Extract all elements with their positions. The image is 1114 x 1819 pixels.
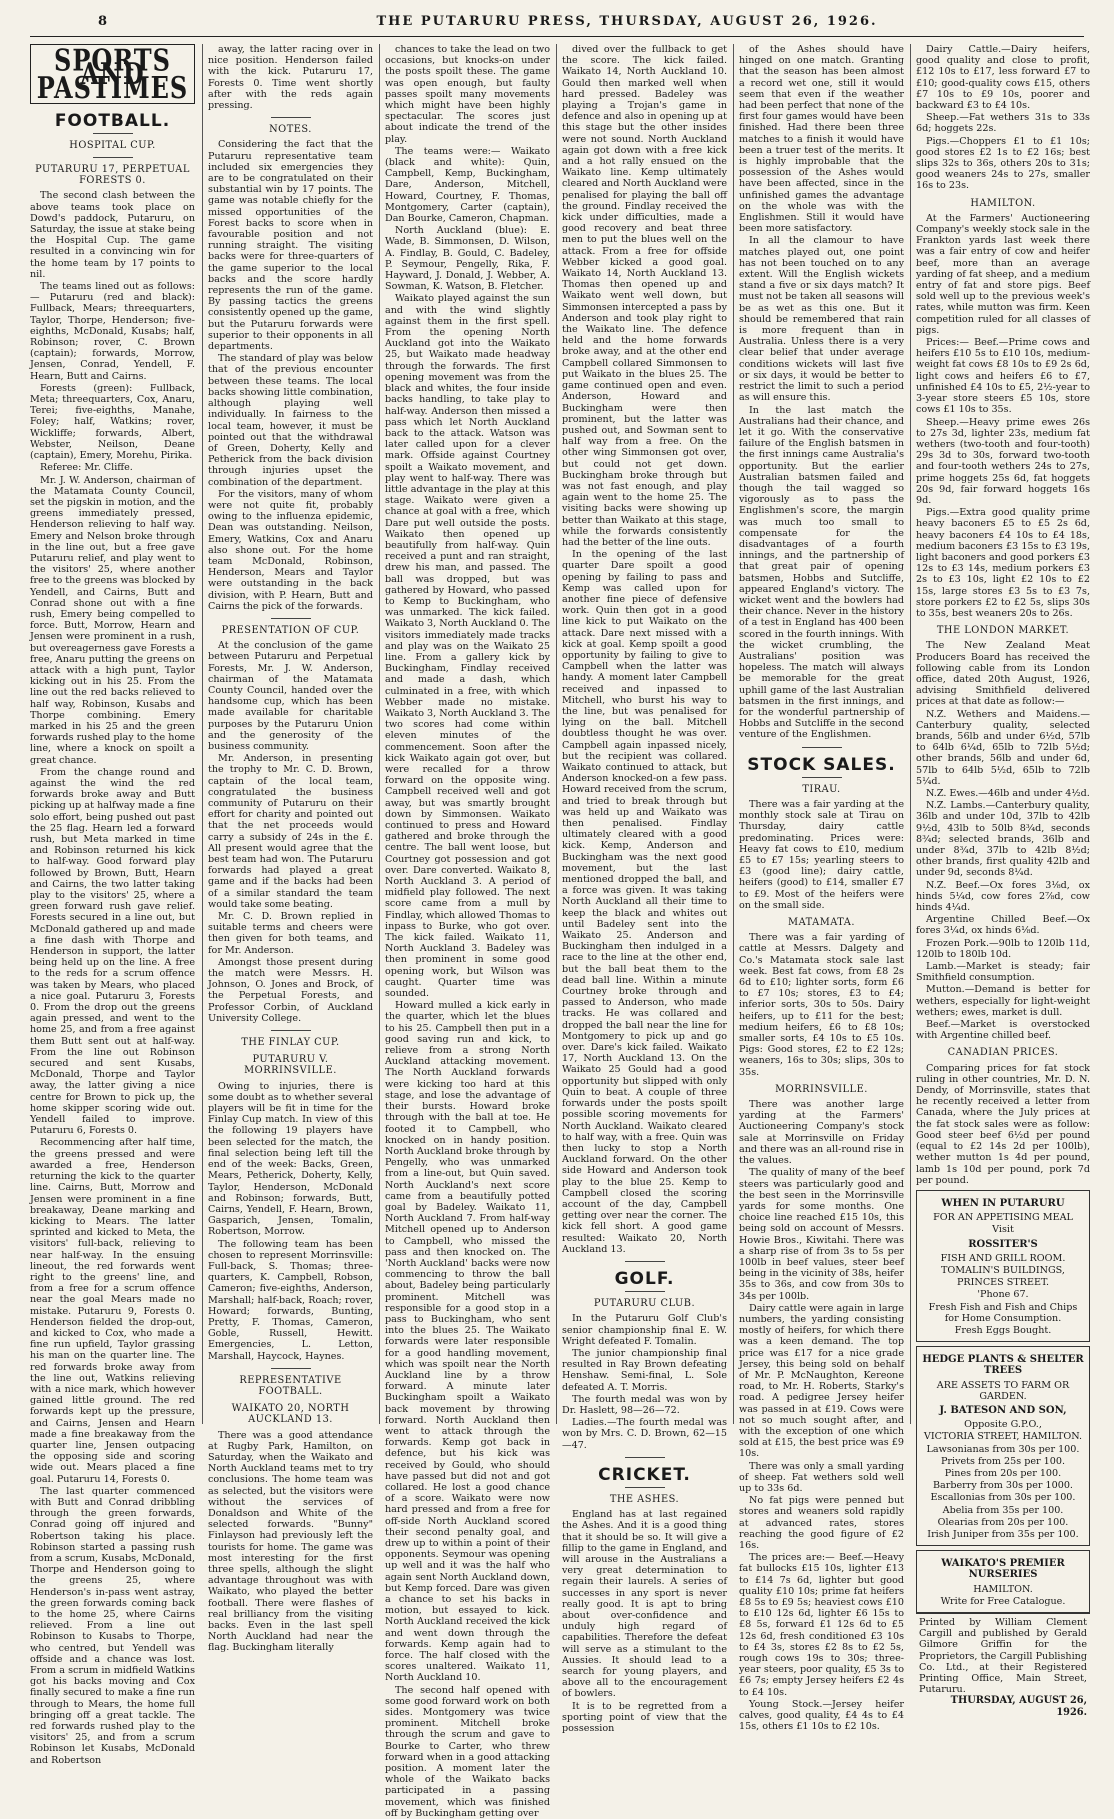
ad-line: Fresh Eggs Bought. bbox=[954, 1324, 1052, 1336]
morrinsville-heading: MORRINSVILLE. bbox=[775, 1083, 868, 1095]
article-paragraph: The following team has been chosen to represent Morrinsville: Full-back, S. Thomas; three-quarters, K. Campbell, Robson, Cameron; five-eighths, Anderson, Marshall; half-back, Roach; rover, Howard; forwards, Bunting, Pretty, F. Thomas, Cameron, Goble, Russell, Hewitt. Emergencies, L. Letton, Marshall, Haycock, Haynes. bbox=[208, 1238, 373, 1362]
article-paragraph: There was a good attendance at Rugby Park, Hamilton, on Saturday, when the Waikato and North Auckland teams met to try conclusions. The home team was as selected, but the visitors were without the services of Donaldson and White of the selected forwards. "Bunny" Finlayson had previously left the tourists for home. The game was most interesting for the first three spells, although the slight advantage throughout was with Waikato, who played the better football. There were flashes of real brilliancy from the visiting backs. Even in the last spell North Auckland had near the flag. Buckingham literally bbox=[208, 1429, 373, 1654]
article-paragraph: For the visitors, many of whom were not quite fit, probably owing to the influenza epidemic, Dean was outstanding. Neilson, Emery, Watkins, Cox and Anaru also shone out. For the home team McDonald, Robinson, Henderson, Mears and Taylor were outstanding in the back division, with P. Hearn, Butt and Cairns the pick of the forwards. bbox=[208, 488, 373, 612]
article-paragraph: The standard of play was below that of the previous encounter between these teams. The local backs showing little combination, although playing well individually. In fairness to the local team, however, it must be pointed out that the withdrawal of Green, Doherty, Kelly and Petherick from the back division through injuries upset the combination of the department. bbox=[208, 353, 373, 488]
divider bbox=[271, 618, 311, 619]
ad-line: Write for Free Catalogue. bbox=[940, 1595, 1066, 1607]
article-paragraph: The second half opened with some good forward work on both sides. Montgomery was twice prominent. Mitchell broke through the scrum and gave to Bourke to Carter, who threw forward when in a good attacking position. A moment later the whole of the Waikato backs participated in a passing movement, which was finished off by Buckingham getting over bbox=[385, 1684, 550, 1819]
section-title-box bbox=[30, 41, 195, 106]
ad-line: ARE ASSETS TO FARM OR GARDEN. bbox=[936, 1379, 1070, 1402]
rep-football-heading: REPRESENTATIVE FOOTBALL. bbox=[239, 1374, 342, 1397]
article-paragraph: The last quarter commenced with Butt and Conrad dribbling through the green forwards, Conrad going off injured and Robertson taking his place. Robinson started a passing rush from a scrum, Kusabs, McDonald, Thorpe and Henderson going to the greens 25, where Henderson's in-pass went astray, the green forwards coming back to the home 25, where Cairns relieved. From a line out Robinson to Kusabs to Thorpe, who centred, but Yendell was offside and a chance was lost. From a scrum in midfield Watkins got his backs moving and Cox finally secured to make a fine run through to Mears, the home full bringing off a great tackle. The red forwards rushed play to the visitors' 25, and from a scrum Robinson let Kusabs, McDonald and Robertson bbox=[30, 1485, 195, 1766]
article-paragraph: Frozen Pork.—90lb to 120lb 11d, 120lb to 180lb 10d. bbox=[916, 937, 1090, 960]
article-paragraph: dived over the fullback to get the score. The kick failed. Waikato 14, North Auckland 10. Gould then marked well when hard pressed. Badeley was playing a Trojan's game in defence and also in opening up at this stage but the other insides were not sound. North Auckland again got down with a free kick and a hot rally ensued on the Waikato line. Kemp ultimately cleared and North Auckland were penalised for playing the ball off the ground. Findlay received the kick under difficulties, made a good recovery and beat three men to put the blues well on the attack. From a free for offside Webber kicked a good goal. Waikato 14, North Auckland 13. Thomas then opened up and Waikato went well down, but Simmonsen intercepted a pass by Anderson and took play right to the Waikato line. The defence held and the home forwards broke away, and at the other end Campbell collared Simmonsen to put Waikato in the blues 25. The game continued open and even. Anderson, Howard and Buckingham were then prominent, but the latter was pushed out, and Sowman sent to half way from a free. On the other wing Simmonsen got over, but could not get down. Buckingham broke through but was not fast enough, and play again went to the home 25. The visiting backs were showing up better than Waikato at this stage, while the forwards consistently had the better of the line outs. bbox=[562, 44, 727, 548]
article-paragraph: N.Z. Beef.—Ox fores 3⅛d, ox hinds 5¼d, cow fores 2⅞d, cow hinds 4¼d. bbox=[916, 879, 1090, 914]
ad-line: Opposite G.P.O., bbox=[964, 1419, 1042, 1431]
article-paragraph: At the conclusion of the game between Putaruru and Perpetual Forests, Mr. J. W. Anderson, chairman of the Matamata County Council, handed over the handsome cup, which has been made available for charitable purposes by the Putaruru Union and the generosity of the business community. bbox=[208, 640, 373, 752]
article-paragraph: In all the clamour to have matches played out, one point has not been touched on to any extent. Will the English wickets stand a five or six days match? It must not be taken all seasons will be as wet as this one. But it should be remembered that rain is more frequent than in Australia. Unless there is a very clear belief that under average conditions wickets will last five or six days, it would be better to restrict the limit to such a period as will ensure this. bbox=[739, 235, 904, 404]
divider bbox=[625, 1487, 665, 1488]
cricket-heading: CRICKET. bbox=[598, 1464, 691, 1485]
article-paragraph: There was a fair yarding at the monthly stock sale at Tirau on Thursday, dairy cattle predominating. Prices were: Heavy fat cows to £10, medium £5 to £7 15s; yearling steers to £3 (good line); dairy cattle, heifers (good) to £14, smaller £7 to £9. Most of the heifers were on the small side. bbox=[739, 799, 904, 911]
article-paragraph: In the Putaruru Golf Club's senior championship final E. W. Wright defeated F. Tomalin. bbox=[562, 1313, 727, 1347]
article-paragraph: Dairy Cattle.—Dairy heifers, good quality and close to profit, £12 10s to £17, less forward £7 to £10; good-quality cows £15, others £7 10s to £9 10s, poorer and backward £3 to £4 10s. bbox=[916, 44, 1090, 112]
advert-nurseries bbox=[916, 1550, 1090, 1613]
list-item: Escallonias from 30s per 100. bbox=[930, 1492, 1076, 1504]
list-item: Irish Juniper from 35s per 100. bbox=[927, 1528, 1079, 1540]
article-paragraph: Ladies.—The fourth medal was won by Mrs. C. D. Brown, 62—15—47. bbox=[562, 1417, 727, 1451]
article-paragraph: Mutton.—Demand is better for wethers, especially for light-weight wethers; ewes, market is dull. bbox=[916, 984, 1090, 1018]
article-paragraph: Sheep.—Fat wethers 31s to 33s 6d; hoggets 22s. bbox=[916, 112, 1090, 135]
article-paragraph: There was another large yarding at the Farmers' Auctioneering Company's stock sale at Morrinsville on Friday and there was an all-round rise in the values. bbox=[739, 1099, 904, 1167]
article-paragraph: N.Z. Ewes.—46lb and under 4½d. bbox=[926, 788, 1090, 799]
article-paragraph: The teams lined out as follows:— Putaruru (red and black): Fullback, Mears; threequarters, Taylor, Thorpe, Henderson; five-eighths, McDonald, Kusabs; half, Robinson; rover, C. Brown (captain); forwards, Morrow, Jensen, Conrad, Yendell, F. Hearn, Butt and Cairns. bbox=[30, 281, 195, 382]
football-heading: FOOTBALL. bbox=[54, 110, 171, 131]
column-1 bbox=[30, 41, 195, 1766]
divider bbox=[93, 157, 133, 158]
list-item: Pines from 20s per 100. bbox=[944, 1467, 1062, 1479]
columns bbox=[30, 41, 1090, 1819]
article-paragraph: N.Z. Lambs.—Canterbury quality, 36lb and under 10d, 37lb to 42lb 9½d, 43lb to 50lb 8¾d, seconds 8¾d; selected brands, 36lb and under 8¾d, 37lb to 42lb 8½d; other brands, first quality 42lb and under 9d, seconds 8¼d. bbox=[916, 800, 1090, 879]
divider bbox=[625, 1457, 665, 1458]
presentation-heading: PRESENTATION OF CUP. bbox=[221, 624, 360, 636]
divider bbox=[271, 1368, 311, 1369]
ad-line: ROSSITER'S bbox=[968, 1238, 1038, 1250]
hamilton-heading: HAMILTON. bbox=[970, 197, 1036, 209]
ad-line: FISH AND GRILL ROOM. bbox=[940, 1252, 1066, 1264]
article-paragraph: The New Zealand Meat Producers Board has received the following cable from its London office, dated 20th August, 1926, advising Smithfield delivered prices at that date as follow:— bbox=[916, 640, 1090, 708]
column-3 bbox=[385, 44, 550, 1819]
list-item: Olearias from 20s per 100. bbox=[937, 1516, 1069, 1528]
column-rule bbox=[910, 44, 911, 1424]
golf-heading: GOLF. bbox=[614, 1268, 675, 1289]
article-paragraph: Mr. Anderson, in presenting the trophy to Mr. C. D. Brown, captain of the local team, congratulated the business community of Putaruru on their effort for charity and pointed out that the net proceeds would carry a subsidy of 24s in the £. All present would agree that the best team had won. The Putaruru forwards had played a great game and if the backs had been of a similar standard the team would take some beating. bbox=[208, 753, 373, 910]
article-paragraph: Young Stock.—Jersey heifer calves, good quality, £4 4s to £4 15s, others £1 10s to £2 10s. bbox=[739, 1698, 904, 1733]
article-paragraph: There was a fair yarding of cattle at Messrs. Dalgety and Co.'s Matamata stock sale last week. Best fat cows, from £8 2s 6d to £10; lighter sorts, form £6 to £7 10s; stores, £3 to £4; inferior sorts, 30s to 50s. Dairy heifers, up to £11 for the best; medium heifers, £6 to £8 10s; smaller sorts, £4 10s to £5 10s. Pigs: Good stores, £2 to £2 12s; weaners, 16s to 30s; slips, 30s to 35s. bbox=[739, 932, 904, 1078]
article-paragraph: Forests (green): Fullback, Meta; threequarters, Cox, Anaru, Terei; five-eighths, Manahe, Foley; half, Watkins; rover, Wickliffe; forwards, Albert, Webster, Neilson, Deane (captain), Emery, Morehu, Pirika. bbox=[30, 382, 195, 462]
hospital-cup-heading: HOSPITAL CUP. bbox=[69, 139, 156, 151]
finlay-match: PUTARURU V. MORRINSVILLE. bbox=[244, 1054, 337, 1077]
article-paragraph: Sheep.—Heavy prime ewes 26s to 27s 3d, lighter 23s, medium fat wethers (two-tooth and four-tooth) 29s 3d to 30s, forward two-tooth and four-tooth wethers 24s to 27s, prime hoggets 25s 6d, fat hoggets 20s 9d, fair forward hoggets 16s 9d. bbox=[916, 416, 1090, 506]
column-5 bbox=[739, 44, 904, 1733]
divider bbox=[271, 1030, 311, 1031]
article-paragraph: Comparing prices for fat stock ruling in other countries, Mr. D. N. Dendy, of Morrinsville, states that he recently received a letter from Canada, where the July prices at the fat stock sales were as follow: Good steer beef 6½d per pound (equal to £2 14s 2d per 100lb), wether mutton 1s 4d per pound, lamb 1s 10d per pound, pork 7d per pound. bbox=[916, 1062, 1090, 1186]
article-paragraph: There was only a small yarding of sheep. Fat wethers sold well up to 33s 6d. bbox=[739, 1460, 904, 1494]
article-paragraph: The fourth medal was won by Dr. Haslett, 98—26—72. bbox=[562, 1393, 727, 1416]
divider bbox=[802, 747, 842, 748]
article-paragraph: Recommencing after half time, the greens pressed and were awarded a free, Henderson returning the kick to the quarter line. Cairns, Butt, Morrow and Jensen were prominent in a fine breakaway, Deane marking and kicking to Mears. The latter sprinted and kicked to Meta, the visitors' full-back, relieving to near half-way. In the ensuing lineout, the red forwards went right to the greens' line, and from a free for a scrum offence near the goal Mears made no mistake. Putaruru 9, Forests 0. Henderson fielded the drop-out, and kicked to Cox, who made a fine run upfield, Taylor grassing his man on the quarter line. The red forwards broke away from the line out, Watkins relieving with a nice mark, which however gained little ground. The red forwards kept up the pressure, and Cairns, Jensen and Hearn made a fine breakaway from the quarter line, Jensen outpacing the opposing side and scoring wide out. Mears placed a fine goal. Putaruru 14, Forests 0. bbox=[30, 1137, 195, 1485]
matamata-heading: MATAMATA. bbox=[788, 917, 855, 929]
article-paragraph: Pigs.—Choppers £1 to £1 10s; good stores £2 1s to £2 16s; best slips 32s to 36s, others 20s to 31s; good weaners 24s to 27s, smaller 16s to 23s. bbox=[916, 135, 1090, 192]
article-paragraph: England has at last regained the Ashes. And it is a good thing that it should be so. It will give a fillip to the game in England, and will arouse in the Australians a very great determination to regain their laurels. A series of successes in any sport is never really good. It is apt to bring about over-confidence and unduly high regard of capabilities. Therefore the defeat will serve as a stimulant to the Aussies. It should lead to a search for young players, and above all to the encouragement of bowlers. bbox=[562, 1509, 727, 1700]
article-paragraph: The teams were:— Waikato (black and white): Quin, Campbell, Kemp, Buckingham, Dare, Anderson, Mitchell, Howard, Courtney, F. Thomas, Montgomery, Carter (captain), Dan Bourke, Cameron, Chapman. bbox=[385, 145, 550, 225]
masthead-title: THE PUTARURU PRESS, THURSDAY, AUGUST 26, 1926. bbox=[376, 14, 878, 29]
ad-line: FOR AN APPETISING MEAL bbox=[933, 1212, 1073, 1224]
page-number: 8 bbox=[98, 14, 108, 29]
article-paragraph: Mr. J. W. Anderson, chairman of the Matamata County Council, set the pigskin in motion, and the greens immediately pressed, Henderson relieving to half way. Emery and Nelson broke through in the line out, but a free gave Putaruru relief, and play went to the visitors' 25, where another free to the greens was blocked by Yendell, and Cairns, Butt and Conrad shone out with a fine rush, Emery being compelled to force. Butt, Morrow, Hearn and Jensen were prominent in a rush, but overeagerness gave Forests a free, Anaru putting the greens on attack with a high punt, Taylor kicking out in his 25. From the line out the red backs relieved to half way, Robinson, Kusabs and Thorpe combining. Emery marked in his 25 and the green forwards rushed play to the home line, where a knock on spoilt a great chance. bbox=[30, 474, 195, 766]
ad-line: PRINCES STREET. bbox=[956, 1277, 1050, 1289]
printer-imprint bbox=[916, 1613, 1090, 1721]
advert-rossiters bbox=[916, 1190, 1090, 1342]
ad-line: WHEN IN PUTARURU bbox=[941, 1197, 1065, 1209]
section-title: SPORTS AND PASTIMES bbox=[36, 41, 189, 106]
waikato-heading: WAIKATO 20, NORTH AUCKLAND 13. bbox=[231, 1403, 350, 1426]
article-paragraph: Considering the fact that the Putaruru representative team included six emergencies they are to be congratulated on their substantial win by 17 points. The game was notable chiefly for the missed opportunities of the Forest backs to score when in favourable position and not running straight. The visiting backs were for three-quarters of the game superior to the local backs and the score hardly represents the run of the game. By passing tactics the greens consistently opened up the game, but the Putaruru forwards were superior to their opponents in all departments. bbox=[208, 139, 373, 353]
ad-line: 'Phone 67. bbox=[977, 1289, 1029, 1301]
advert-bateson bbox=[916, 1346, 1090, 1546]
divider bbox=[625, 1261, 665, 1262]
ad-line: HAMILTON. bbox=[973, 1583, 1033, 1595]
article-paragraph: Argentine Chilled Beef.—Ox fores 3¼d, ox hinds 6⅛d. bbox=[916, 914, 1090, 937]
list-item: Barberry from 30s per 1000. bbox=[933, 1480, 1073, 1492]
article-paragraph: The prices are:— Beef.—Heavy fat bullocks £15 10s, lighter £13 to £14 7s 6d, lighter but good quality £10 10s; prime fat heifers £8 5s to £9 5s; heaviest cows £10 to £10 12s 6d, lighter £6 15s to £8 5s, forward £1 12s 6d to £5 12s 6d, fresh conditioned £3 10s to £4 3s, stores £2 8s to £2 5s, rough cows 19s to 30s; three-year steers, poor quality, £5 3s to £6 7s; empty Jersey heifers £2 4s to £4 10s. bbox=[739, 1552, 904, 1698]
article-paragraph: of the Ashes should have hinged on one match. Granting that the season has been almost a record wet one, still it would seem that even if the weather had been perfect that none of the first four games would have been finished. Had there been three matches to a finish it would have been a truer test of the merits. It is highly improbable that the possession of the Ashes would have been affected, since in the unfinished games the advantage on the whole was with the Englishmen. Still it would have been more satisfactory. bbox=[739, 44, 904, 235]
article-paragraph: Owing to injuries, there is some doubt as to whether several players will be fit in time for the Finlay Cup match. In view of this the following 19 players have been selected for the match, the final selection being left till the end of the week: Backs, Green, Mears, Petherick, Doherty, Kelly, Taylor, Henderson, McDonald and Robinson; forwards, Butt, Cairns, Yendell, F. Hearn, Brown, Gasparich, Jensen, Tomalin, Robertson, Morrow. bbox=[208, 1080, 373, 1238]
imprint-date: THURSDAY, AUGUST 26, 1926. bbox=[950, 1695, 1087, 1718]
ad-line: HEDGE PLANTS & SHELTER TREES bbox=[922, 1354, 1084, 1377]
article-paragraph: From the change round and against the wind the red forwards broke away and Butt picking up at halfway made a fine solo effort, being pushed out past the 25 flag. Hearn led a forward rush, but Meta marked in time and Robinson returned his kick to half-way. Good forward play followed by Brown, Butt, Hearn and Cairns, the two latter taking play to the visitors' 25, where a green forward rush gave relief. Forests secured in a line out, but McDonald gathered up and made a fine dash with Thorpe and Henderson in support, the latter being held up on the line. A free to the reds for a scrum offence was taken by Mears, who placed a nice goal. Putaruru 3, Forests 0. From the drop out the greens again pressed, and went to the home 25, and from a free against them Butt sent out at half-way. From the line out Robinson secured and sent Kusabs, McDonald, Thorpe and Taylor away, the latter giving a nice centre for Brown to pick up, the home skipper scoring wide out. Yendell failed to improve. Putaruru 6, Forests 0. bbox=[30, 766, 195, 1137]
article-paragraph: The quality of many of the beef steers was particularly good and the best seen in the Morrinsville yards for some months. One choice line reached £15 10s, this being sold on account of Messrs. Howie Bros., Kiwitahi. There was a sharp rise of from 3s to 5s per 100lb in beef values, steer beef being in the vicinity of 38s, heifer 35s to 36s, and cow from 30s to 34s per 100lb. bbox=[739, 1167, 904, 1302]
canadian-prices-heading: CANADIAN PRICES. bbox=[947, 1047, 1059, 1059]
ad-line: Visit bbox=[992, 1224, 1014, 1236]
imprint-text: Printed by William Clement Cargill and published by Gerald Gilmore Griffin for the Proprietors, the Cargill Publishing Co. Ltd., at their Registered Printing Office, Main Street, Putaruru. bbox=[919, 1617, 1087, 1696]
column-rule bbox=[556, 44, 557, 1424]
article-paragraph: Referee: Mr. Cliffe. bbox=[40, 462, 133, 474]
article-paragraph: At the Farmers' Auctioneering Company's weekly stock sale in the Frankton yards last week there was a fair entry of cow and heifer beef, more than an average yarding of fat sheep, and a medium entry of fat and store pigs. Beef sold well up to the previous week's rates, while mutton was firm. Keen competition ruled for all classes of pigs. bbox=[916, 212, 1090, 336]
column-6 bbox=[916, 44, 1090, 1718]
article-paragraph: No fat pigs were penned but stores and weaners sold rapidly at advanced rates, stores reaching the good figure of £2 16s. bbox=[739, 1495, 904, 1551]
column-rule bbox=[733, 44, 734, 1424]
london-market-heading: THE LONDON MARKET. bbox=[936, 625, 1070, 637]
article-paragraph: Waikato played against the sun and with the wind slightly against them in the first spell. From the opening North Auckland got into the Waikato 25, but Waikato made headway through the forwards. The first opening movement was from the black and whites, the four inside backs handling, to take play to half-way. Anderson then missed a pass which let North Auckland back to the attack. Watson was later called upon for a clever mark. Offside against Courtney spoilt a Waikato movement, and play went to half-way. There was little advantage in the play at this stage. Waikato were given a chance at goal with a free, which Dare put well outside the posts. Waikato then opened up beautifully from half-way. Quin received a punt and ran straight, drew his man, and passed. The ball was dropped, but was gathered by Howard, who passed to Kemp to Buckingham, who was unmarked. The kick failed. Waikato 3, North Auckland 0. The visitors immediately made tracks and play was on the Waikato 25 line. From a gallery kick by Buckingham, Findlay received and made a dash, which culminated in a free, with which Webber made no mistake. Waikato 3, North Auckland 3. The two scores had come within eleven minutes of the commencement. Soon after the kick Waikato again got over, but were recalled for a throw forward on the opposite wing. Campbell received well and got away, but was smartly brought down by Simmonsen. Waikato continued to press and Howard gathered and broke through the centre. The ball went loose, but Courtney got possession and got over. Dare converted. Waikato 8, North Auckland 3. A period of midfield play followed. The next score came from a mull by Findlay, which allowed Thomas to inpass to Burke, who got over. The kick failed. Waikato 11, North Auckland 3. Badeley was then prominent in some good opening work, but Wilson was caught. Quarter time was sounded. bbox=[385, 293, 550, 1000]
divider bbox=[93, 133, 133, 134]
putaruru-club-heading: PUTARURU CLUB. bbox=[593, 1298, 696, 1310]
ad-line: WAIKATO'S PREMIER NURSERIES bbox=[941, 1558, 1065, 1581]
finlay-heading: THE FINLAY CUP. bbox=[241, 1037, 340, 1049]
article-paragraph: chances to take the lead on two occasions, but knocks-on under the posts spoilt these. The game was open enough, but faulty passes spoilt many movements which might have been highly spectacular. The scores just about indicate the trend of the play. bbox=[385, 44, 550, 145]
column-rule bbox=[202, 44, 203, 1424]
divider bbox=[271, 117, 311, 118]
article-paragraph: It is to be regretted from a sporting point of view that the possession bbox=[562, 1700, 727, 1735]
article-paragraph: In the last match the Australians had their chance, and let it go. With the conservative failure of the English batsmen in the first innings came Australia's opportunity. But the earlier Australian batsmen failed and though the tail wagged so vigorously as to pass the Englishmen's score, the margin was much too small to compensate for the disadvantages of a fourth innings, and the partnership of that great pair of opening batsmen, Hobbs and Sutcliffe, appeared England's victory. The wicket went and the bowlers had their chance. Never in the history of a test in England has 400 been scored in the fourth innings. With the wicket crumbling, the Australians' position was hopeless. The match will always be memorable for the great uphill game of the last Australian batsmen in the first innings, and for the wonderful partnership of Hobbs and Sutcliffe in the second venture of the Englishmen. bbox=[739, 404, 904, 741]
article-paragraph: Amongst those present during the match were Messrs. H. Johnson, O. Jones and Brock, of the Perpetual Forests, and Professor Corbin, of Auckland University College. bbox=[208, 956, 373, 1024]
article-paragraph: Pigs.—Extra good quality prime heavy baconers £5 to £5 2s 6d, heavy baconers £4 10s to £4 18s, medium baconers £3 15s to £3 19s, light baconers and good porkers £3 12s to £3 14s, medium porkers £3 2s to £3 10s, light £2 10s to £2 15s, large stores £3 5s to £3 7s, store porkers £2 to £2 5s, slips 30s to 35s, best weaners 20s to 26s. bbox=[916, 507, 1090, 619]
column-2 bbox=[208, 44, 373, 1654]
list-item: Privets from 25s per 100. bbox=[940, 1455, 1066, 1467]
ad-line: VICTORIA STREET, HAMILTON. bbox=[923, 1431, 1083, 1443]
article-paragraph: Prices:— Beef.—Prime cows and heifers £10 5s to £10 10s, medium-weight fat cows £8 10s to £9 2s 6d, light cows and heifers £6 to £7, unfinished £4 10s to £5, 2½-year to 3-year store steers £5 10s, store cows £1 10s to 35s. bbox=[916, 337, 1090, 416]
divider bbox=[802, 777, 842, 778]
article-paragraph: The junior championship final resulted in Ray Brown defeating Henshaw. Semi-final, L. Sole defeated A. T. Morris. bbox=[562, 1347, 727, 1393]
article-paragraph: Howard mulled a kick early in the quarter, which let the blues to his 25. Campbell then put in a good saving run and kick, to relieve from a strong North Auckland attacking movement. The North Auckland forwards were kicking too hard at this stage, and lose the advantage of their bursts. Howard broke through with the ball at toe. He footed it to Campbell, who knocked on in handy position. North Auckland broke through by Pengelly, who was unmarked from a line-out, but Quin saved. North Auckland's next score came from a beautifully potted goal by Badeley. Waikato 11, North Auckland 7. From half-way Mitchell opened up to Anderson to Campbell, who missed the pass and then knocked on. The 'North Auckland' backs were now commencing to throw the ball about, Badeley being particularly prominent. Mitchell was responsible for a good stop in a pass to Buckingham, who sent into the blues 25. The Waikato forwards were later responsible for a good handling movement, which was spoilt near the North Auckland line by a throw forward. A minute later Buckingham spoilt a Waikato back movement by throwing forward. North Auckland then went to attack through the forwards. Kemp got back in defence, but his kick was received by Gould, who should have passed but did not and got collared. He lost a good chance of a score. Waikato were now hard pressed and from a free for off-side North Auckland scored their second penalty goal, and drew up to within a point of their opponents. Seymour was opening up well and it was the half who again sent North Auckland down, but Kemp forced. Dare was given a chance to set his backs in motion, but essayed to kick. North Auckland received the kick and went down through the forwards. Kemp again had to force. The half closed with the scores unaltered. Waikato 11, North Auckland 10. bbox=[385, 1000, 550, 1684]
ad-line: TOMALIN'S BUILDINGS, bbox=[941, 1264, 1065, 1276]
notes-heading: NOTES. bbox=[269, 124, 312, 136]
list-item: Lawsonianas from 30s per 100. bbox=[926, 1443, 1080, 1455]
ashes-heading: THE ASHES. bbox=[609, 1493, 680, 1505]
list-item: Abelia from 35s per 100. bbox=[942, 1504, 1064, 1516]
tirau-heading: TIRAU. bbox=[802, 783, 841, 795]
article-paragraph: N.Z. Wethers and Maidens.—Canterbury quality, selected brands, 56lb and under 6½d, 57lb to 64lb 6¼d, 65lb to 72lb 5½d; other brands, 56lb and under 6d, 57lb to 64lb 5½d, 65lb to 72lb 5¼d. bbox=[916, 708, 1090, 787]
masthead-rule bbox=[30, 36, 1084, 37]
article-paragraph: Mr. C. D. Brown replied in suitable terms and cheers were then given for both teams, and for Mr. Anderson. bbox=[208, 911, 373, 956]
article-paragraph: Dairy cattle were again in large numbers, the yarding consisting mostly of heifers, for which there was a keen demand. The top price was £17 for a nice grade Jersey, this being sold on behalf of Mr. P. McNaughton, Kereone road, to Mr. H. Roberts, Starky's road. A pedigree Jersey heifer was passed in at £19. Cows were not so much sought after, and with the exception of one which sold at £15, the best price was £9 10s. bbox=[739, 1302, 904, 1460]
column-rule bbox=[379, 44, 380, 1424]
divider bbox=[625, 1291, 665, 1292]
article-paragraph: away, the latter racing over in nice position. Henderson failed with the kick. Putaruru 17, Forests 0. Time went shortly after with the reds again pressing. bbox=[208, 44, 373, 112]
ad-line: J. BATESON AND SON, bbox=[939, 1404, 1067, 1416]
article-paragraph: Beef.—Market is overstocked with Argentine chilled beef. bbox=[916, 1019, 1090, 1042]
article-paragraph: North Auckland (blue): E. Wade, B. Simmonsen, D. Wilson, A. Findlay, B. Gould, C. Badeley, P. Seymour, Pengelly, Rika, F. Hayward, J. Donald, J. Webber, A. Sowman, K. Watson, B. Fletcher. bbox=[385, 225, 550, 293]
masthead bbox=[0, 0, 1114, 40]
ad-line: Fresh Fish and Fish and Chips for Home Consumption. bbox=[928, 1301, 1078, 1324]
article-paragraph: Lamb.—Market is steady; fair Smithfield consumption. bbox=[916, 961, 1090, 984]
article-paragraph: In the opening of the last quarter Dare spoilt a good opening by failing to pass and Kemp was called upon for another fine piece of defensive work. Quin then got in a good line kick to put Waikato on the attack. Dare next missed with a kick at goal. Kemp spoilt a good opportunity by failing to give to Campbell when the latter was handy. A moment later Campbell received and inpassed to Mitchell, who burst his way to the line, but was penalised for lying on the ball. Mitchell doubtless thought he was over. Campbell again inpassed nicely, but the recipient was collared. Waikato continued to attack, but Anderson knocked-on a few pass. Howard received from the scrum, and tried to break through but was held up and Waikato was then penalised. Findlay ultimately cleared with a good kick. Kemp, Anderson and Buckingham was the next good movement, but the last mentioned dropped the ball, and a force was given. It was taking North Auckland all their time to keep the black and whites out until Badeley sent into the Waikato 25. Anderson and Buckingham then indulged in a race to the line at the other end, but the ball beat them to the dead ball line. Within a minute Courtney broke through and passed to Anderson, who made tracks. He was collared and dropped the ball near the line for Montgomery to pick up and go over. Dare's kick failed. Waikato 17, North Auckland 13. On the Waikato 25 Gould had a good opportunity but slipped with only Quin to beat. A couple of three forwards under the posts spoilt possible scoring movements for North Auckland. Waikato cleared to half way, with a free. Quin was then lucky to stop a North Auckland forward. On the other side Howard and Anderson took play to the blue 25. Kemp to Campbell closed the scoring account of the day, Campbell getting over near the corner. The kick fell short. A good game resulted: Waikato 20, North Auckland 13. bbox=[562, 549, 727, 1255]
match-heading: PUTARURU 17, PERPETUAL FORESTS 0. bbox=[35, 164, 190, 187]
article-paragraph: The second clash between the above teams took place on Dowd's paddock, Putaruru, on Saturday, the issue at stake being the Hospital Cup. The game resulted in a convincing win for the home team by 17 points to nil. bbox=[30, 190, 195, 280]
column-4 bbox=[562, 44, 727, 1735]
stock-sales-heading: STOCK SALES. bbox=[747, 754, 896, 775]
